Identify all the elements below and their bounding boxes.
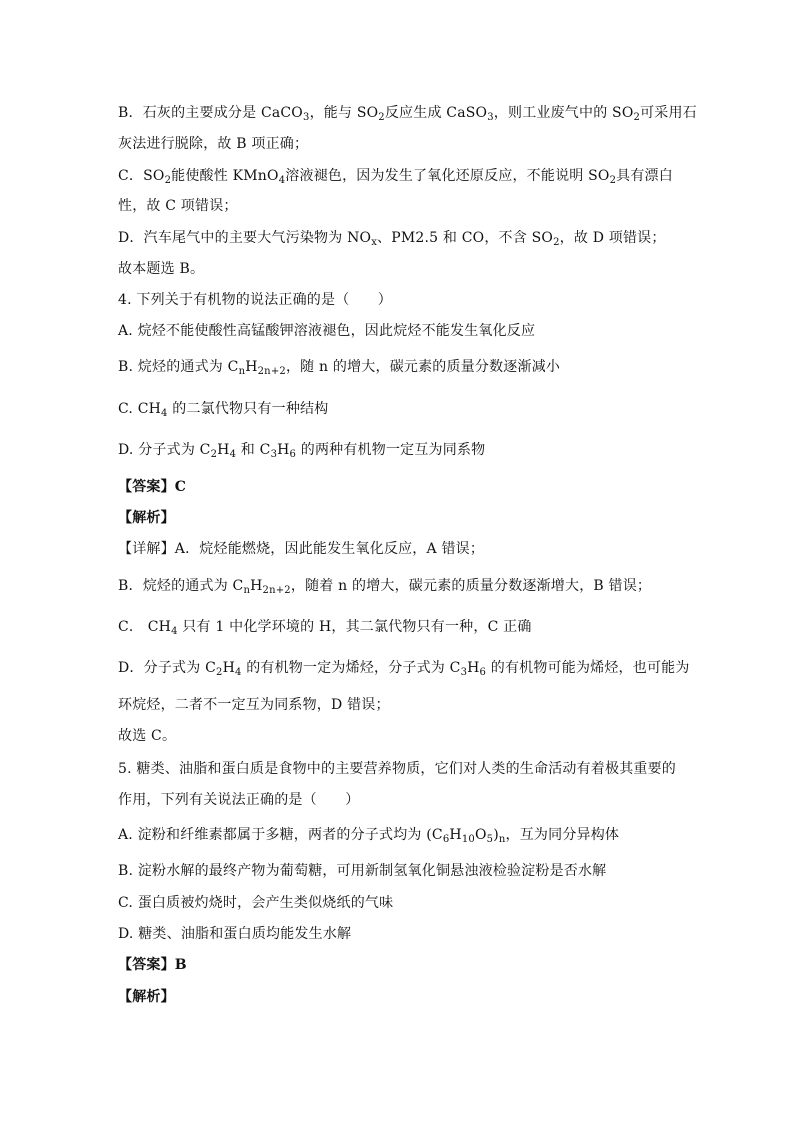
text-run: 的有机物可能为烯烃，也可能为 [486, 660, 690, 676]
analysis-line [118, 576, 688, 596]
subscript: 2 [216, 667, 223, 678]
option-d [118, 924, 688, 944]
text-run: 【答案】C [118, 479, 187, 495]
analysis-label [118, 987, 688, 1007]
option-a [118, 321, 688, 341]
analysis-label [118, 508, 688, 528]
analysis-line [118, 695, 688, 715]
text-run: D. 糖类、油脂和蛋白质均能发生水解 [118, 926, 352, 942]
text-run: B. 淀粉水解的最终产物为葡萄糖，可用新制氢氧化铜悬浊液检验淀粉是否水解 [118, 863, 607, 879]
text-line [118, 103, 697, 123]
text-run: H [245, 359, 258, 375]
text-run: 环烷烃，二者不一定互为同系物，D 错误； [118, 697, 390, 713]
text-run: B．烷烃的通式为 C [118, 578, 244, 594]
question-stem [118, 759, 688, 779]
subscript: 2 [633, 112, 641, 123]
text-run: 能使酸性 KMnO [171, 168, 279, 184]
subscript: 2 [210, 449, 218, 460]
text-run: 作用，下列有关说法正确的是（ ） [118, 792, 360, 808]
option-c [118, 893, 688, 913]
text-run: H [277, 442, 290, 458]
subscript: 4 [171, 626, 178, 637]
subscript: 4 [278, 175, 286, 186]
subscript: 4 [234, 667, 242, 678]
text-line [118, 134, 688, 154]
subscript: 2n+2 [262, 585, 291, 596]
text-run: H [250, 578, 263, 594]
text-run: 5. 糖类、油脂和蛋白质是食物中的主要营养物质，它们对人类的生命活动有着极其重要的 [118, 761, 677, 777]
text-run: ，随 n 的增大，碳元素的质量分数逐渐减小 [285, 359, 561, 375]
text-run: 故选 C。 [118, 728, 177, 744]
text-run: A. 烷烃不能使酸性高锰酸钾溶液褪色，因此烷烃不能发生氧化反应 [118, 323, 536, 339]
subscript: 2n+2 [257, 366, 286, 377]
text-run: D．分子式为 C [118, 660, 216, 676]
option-b [118, 861, 688, 881]
text-run: H [222, 660, 235, 676]
text-run: 【详解】A．烷烃能燃烧，因此能发生氧化反应，A 错误； [118, 541, 485, 557]
text-run: 【答案】B [118, 957, 187, 973]
analysis-line [118, 726, 688, 746]
subscript: 10 [461, 834, 475, 845]
answer-label [118, 477, 688, 497]
subscript: 2 [378, 112, 385, 123]
subscript: 2 [553, 237, 560, 248]
text-run: 故本题选 B。 [118, 261, 205, 277]
subscript: 6 [289, 449, 297, 460]
option-a [118, 825, 688, 845]
subscript: x [371, 237, 378, 248]
option-c [118, 399, 688, 419]
question-stem [118, 790, 688, 810]
subscript: n [498, 834, 506, 845]
subscript: 6 [442, 834, 450, 845]
text-run: B. 烷烃的通式为 C [118, 359, 239, 375]
subscript: 5 [486, 834, 494, 845]
text-run: ，互为同分异构体 [505, 827, 620, 843]
text-run: A. 淀粉和纤维素都属于多糖，两者的分子式均为 (C [118, 827, 443, 843]
text-line [118, 228, 688, 248]
text-line [118, 196, 688, 216]
text-run: 4. 下列关于有机物的说法正确的是（ ） [118, 292, 393, 308]
subscript: 2 [164, 175, 172, 186]
text-run: B．石灰的主要成分是 CaCO [118, 105, 303, 121]
text-run: ，则工业废气中的 SO [493, 105, 634, 121]
text-run: 的二氯代物只有一种结构 [167, 401, 329, 417]
text-run: H [467, 660, 480, 676]
text-run: C．SO [118, 168, 165, 184]
subscript: n [243, 585, 251, 596]
text-run: 反应生成 CaSO [384, 105, 488, 121]
text-run: 【解析】 [118, 510, 175, 526]
text-run: 的有机物一定为烯烃，分子式为 C [241, 660, 461, 676]
text-run: 【解析】 [118, 989, 175, 1005]
text-run: D．汽车尾气中的主要大气污染物为 NO [118, 230, 372, 246]
text-run: 只有 1 中化学环境的 H，其二氯代物只有一种，C 正确 [177, 619, 532, 635]
subscript: 3 [303, 112, 310, 123]
option-b [118, 357, 688, 377]
text-run: 具有漂白 [616, 168, 673, 184]
text-run: O [474, 827, 487, 843]
subscript: 3 [487, 112, 494, 123]
text-line [118, 259, 688, 279]
text-run: ，故 D 项错误； [559, 230, 666, 246]
text-run: C. 蛋白质被灼烧时，会产生类似烧纸的气味 [118, 895, 394, 911]
subscript: n [238, 366, 246, 377]
text-run: 的两种有机物一定互为同系物 [296, 442, 486, 458]
text-run: 、PM2.5 和 CO，不含 SO [377, 230, 554, 246]
text-run: ) [493, 827, 499, 843]
option-d [118, 440, 688, 460]
subscript: 2 [609, 175, 617, 186]
analysis-line [118, 539, 688, 559]
text-run: 溶液褪色，因为发生了氧化还原反应，不能说明 SO [285, 168, 610, 184]
text-run: D. 分子式为 C [118, 442, 211, 458]
text-run: C． CH [118, 619, 172, 635]
text-run: 可采用石 [640, 105, 697, 121]
question-stem [118, 290, 688, 310]
text-run: ，随着 n 的增大，碳元素的质量分数逐渐增大，B 错误； [290, 578, 652, 594]
text-run: ，能与 SO [309, 105, 379, 121]
subscript: 3 [270, 449, 278, 460]
text-run: C. CH [118, 401, 162, 417]
text-run: 性，故 C 项错误； [118, 198, 238, 214]
text-run: 和 C [236, 442, 271, 458]
text-run: H [449, 827, 462, 843]
subscript: 4 [161, 408, 168, 419]
answer-label [118, 955, 688, 975]
subscript: 6 [479, 667, 487, 678]
analysis-line [118, 658, 688, 678]
text-line [118, 166, 688, 186]
text-run: 灰法进行脱除，故 B 项正确； [118, 136, 309, 152]
subscript: 4 [229, 449, 237, 460]
subscript: 3 [460, 667, 468, 678]
analysis-line [118, 617, 688, 637]
text-run: H [217, 442, 230, 458]
